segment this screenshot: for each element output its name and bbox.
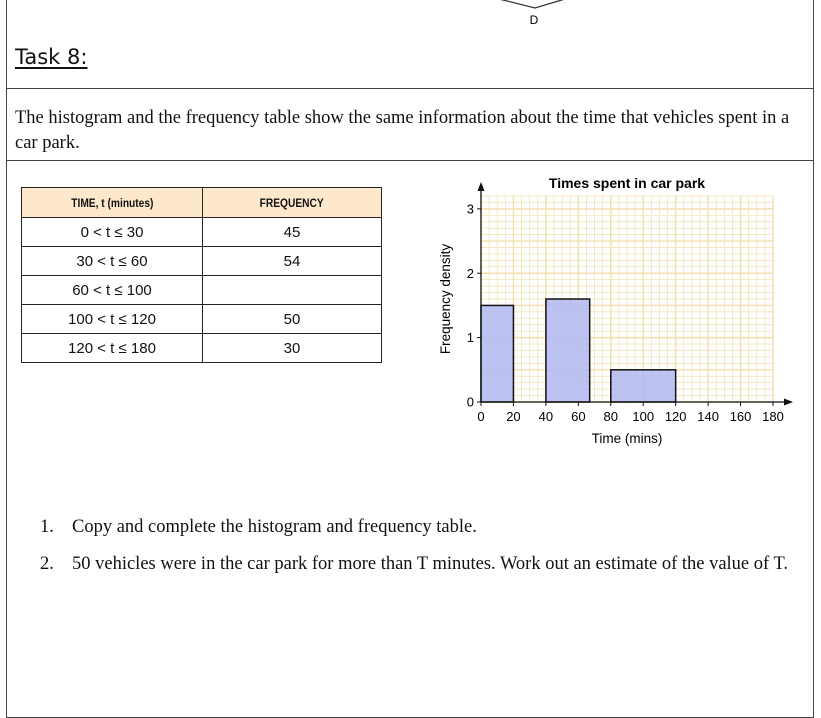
chart-title: Times spent in car park — [548, 175, 706, 191]
table-row — [22, 305, 382, 334]
x-tick-label: 100 — [632, 409, 655, 424]
question-list — [40, 515, 800, 589]
x-tick-label: 80 — [603, 409, 619, 424]
partial-diagram — [0, 0, 821, 30]
histogram-bar — [481, 305, 513, 402]
time-interval-cell: 120 < t ≤ 180 — [22, 334, 203, 363]
table-header-row — [22, 188, 382, 218]
x-tick-label: 160 — [729, 409, 752, 424]
y-tick-label: 1 — [466, 330, 474, 346]
time-interval-cell: 100 < t ≤ 120 — [22, 305, 203, 334]
x-tick-label: 120 — [664, 409, 687, 424]
y-axis-arrow — [478, 182, 485, 191]
x-tick-label: 180 — [762, 409, 784, 424]
intro-text: The histogram and the frequency table show the same information about the time that vehicles spent in a car park. — [15, 108, 790, 153]
frequency-cell: 54 — [203, 247, 382, 276]
histogram-bar — [546, 299, 590, 402]
x-tick-label: 60 — [571, 409, 586, 424]
table-row — [22, 247, 382, 276]
x-tick-label: 140 — [697, 409, 719, 424]
section-divider — [6, 160, 814, 161]
time-interval-cell: 0 < t ≤ 30 — [22, 218, 203, 247]
question-item — [40, 552, 800, 577]
time-interval-cell: 60 < t ≤ 100 — [22, 276, 203, 305]
question-text: 50 vehicles were in the car park for more than T minutes. Work out an estimate of the value of T. — [72, 554, 789, 574]
diagram-vertex-label: D — [529, 13, 539, 27]
y-axis-label: Frequency density — [438, 243, 453, 355]
y-tick-label: 3 — [466, 201, 474, 217]
x-axis-arrow — [784, 399, 793, 406]
section-divider — [6, 88, 814, 89]
time-interval-cell: 30 < t ≤ 60 — [22, 247, 203, 276]
frequency-cell: 45 — [203, 218, 382, 247]
y-tick-label: 2 — [466, 265, 474, 281]
histogram-chart — [428, 168, 798, 458]
x-axis-label: Time (mins) — [591, 431, 663, 446]
table-row — [22, 218, 382, 247]
question-number: 2. — [40, 554, 54, 574]
column-header-frequency: FREQUENCY — [203, 188, 382, 218]
table-row — [22, 334, 382, 363]
frequency-table — [21, 187, 382, 363]
frequency-cell: 50 — [203, 305, 382, 334]
task-title: Task 8: — [15, 45, 88, 69]
table-row — [22, 276, 382, 305]
frequency-cell: 30 — [203, 334, 382, 363]
y-tick-label: 0 — [466, 394, 474, 410]
question-item — [40, 515, 800, 540]
histogram-bar — [611, 370, 676, 402]
question-text: Copy and complete the histogram and frequency table. — [72, 517, 477, 537]
column-header-time: TIME, t (minutes) — [22, 188, 203, 218]
diagram-shape — [495, 0, 575, 8]
x-tick-label: 0 — [477, 409, 485, 424]
frequency-cell — [203, 276, 382, 305]
x-tick-label: 20 — [506, 409, 521, 424]
x-tick-label: 40 — [538, 409, 554, 424]
question-number: 1. — [40, 517, 54, 537]
